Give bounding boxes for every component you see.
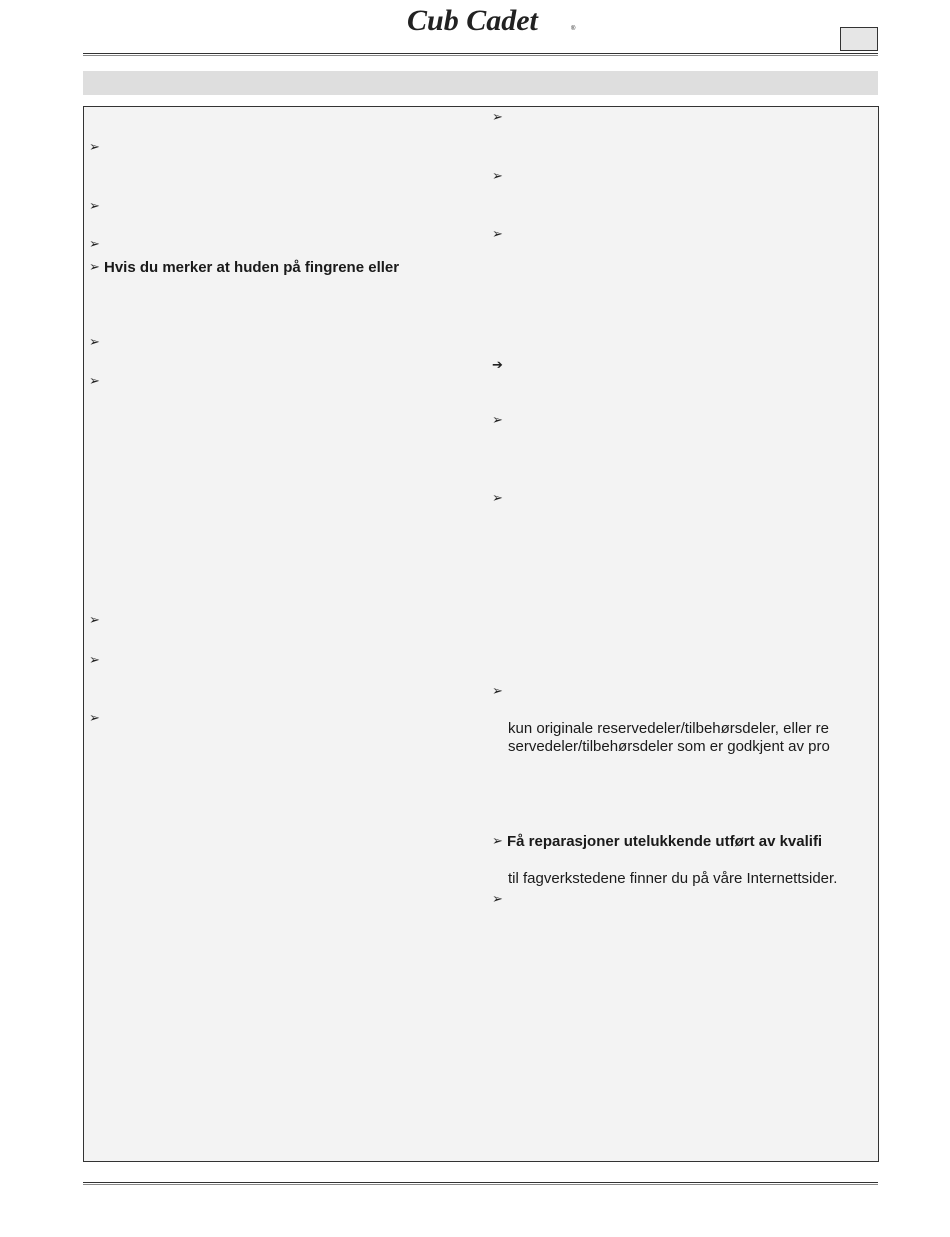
bullet-icon: ➢ (89, 140, 100, 155)
bullet-icon: ➢ (492, 227, 503, 242)
right-bold-bullet-text: Få reparasjoner utelukkende utført av kvalifi (507, 833, 823, 850)
left-bold-bullet-text: Hvis du merker at huden på fingrene eller (104, 259, 400, 276)
right-arrow-icon: ➔ (492, 358, 503, 373)
right-para-line: servedeler/tilbehørsdeler som er godkjent av pro (508, 738, 830, 755)
bullet-icon: ➢ (89, 653, 100, 668)
bullet-icon: ➢ (89, 260, 100, 275)
footer-rule (83, 1182, 878, 1185)
right-para-line: kun originale reservedeler/tilbehørsdeler, eller re (508, 720, 829, 737)
bullet-icon: ➢ (89, 711, 100, 726)
bullet-icon: ➢ (492, 491, 503, 506)
right-para-line: til fagverkstedene finner du på våre Internettsider. (508, 870, 838, 887)
bullet-icon: ➢ (492, 169, 503, 184)
bullet-icon: ➢ (492, 834, 503, 849)
bullet-icon: ➢ (89, 374, 100, 389)
bullet-icon: ➢ (492, 684, 503, 699)
cub-cadet-logo (405, 2, 580, 38)
section-title-bar (83, 71, 878, 95)
bullet-icon: ➢ (89, 199, 100, 214)
brand-wordmark: Cub Cadet (407, 4, 538, 37)
bullet-icon: ➢ (89, 335, 100, 350)
svg-text:®: ® (571, 26, 576, 32)
header-rule (83, 53, 878, 56)
page-number-box (840, 27, 878, 51)
bullet-icon: ➢ (492, 110, 503, 125)
bullet-icon: ➢ (89, 237, 100, 252)
bullet-icon: ➢ (492, 413, 503, 428)
bullet-icon: ➢ (492, 892, 503, 907)
bullet-icon: ➢ (89, 613, 100, 628)
